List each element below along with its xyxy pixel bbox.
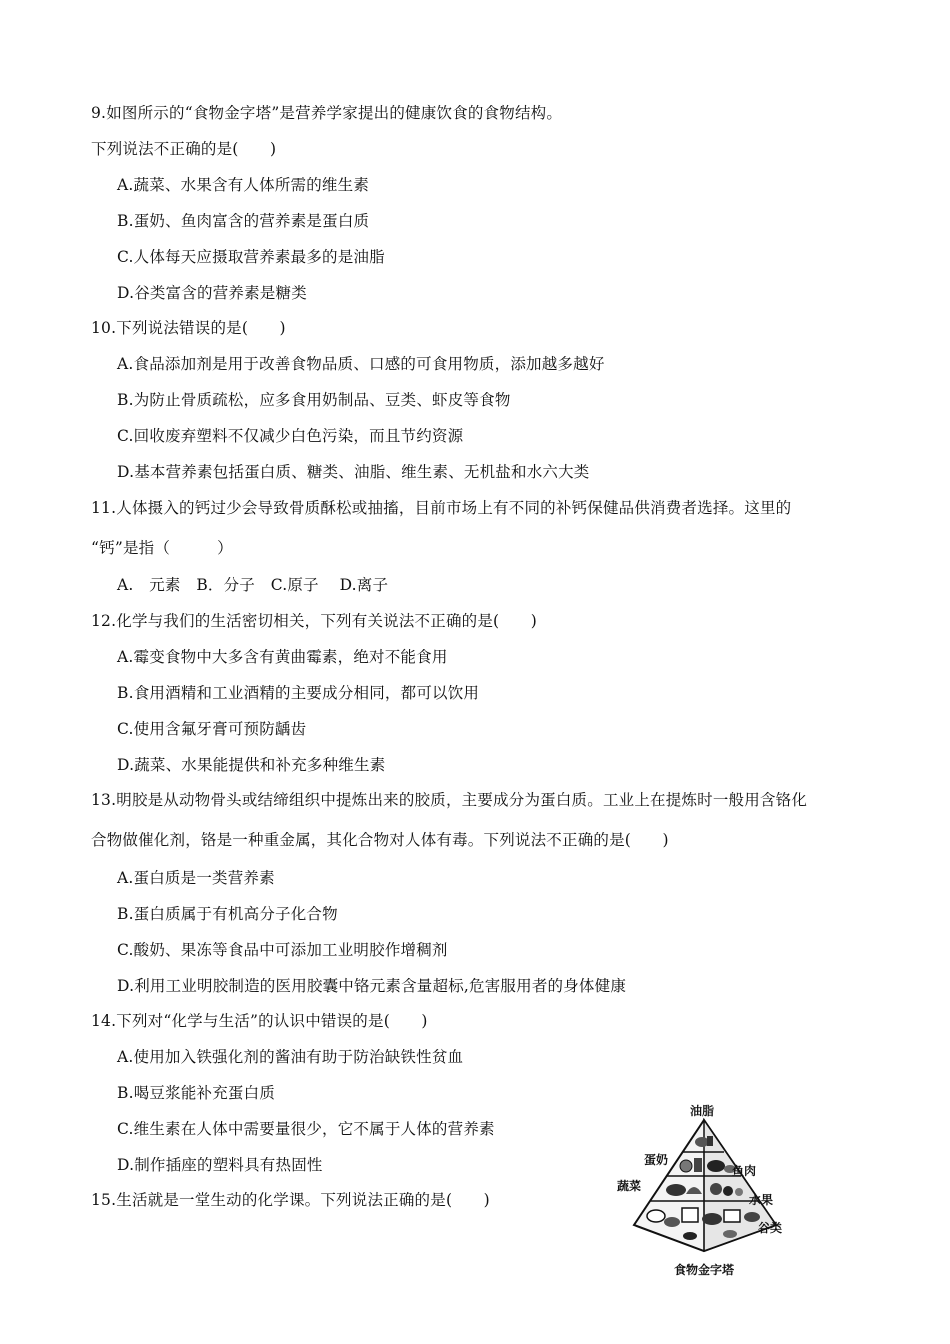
- q13-option-b: B.蛋白质属于有机高分子化合物: [117, 905, 338, 923]
- q14-stem: 14.下列对“化学与生活”的认识中错误的是( ): [91, 1012, 428, 1030]
- q9-option-b: B.蛋奶、鱼肉富含的营养素是蛋白质: [117, 212, 370, 230]
- q10-option-d: D.基本营养素包括蛋白质、糖类、油脂、维生素、无机盐和水六大类: [117, 463, 590, 481]
- q14-option-b: B.喝豆浆能补充蛋白质: [117, 1084, 276, 1102]
- q10-stem: 10.下列说法错误的是( ): [91, 319, 286, 337]
- q12-stem: 12.化学与我们的生活密切相关，下列有关说法不正确的是( ): [91, 612, 537, 630]
- label-oil: 油脂: [690, 1104, 715, 1118]
- food-pyramid-figure: [612, 1098, 792, 1284]
- label-vegetables: 蔬菜: [617, 1179, 642, 1193]
- label-grain: 谷类: [758, 1221, 783, 1235]
- q14-option-a: A.使用加入铁强化剂的酱油有助于防治缺铁性贫血: [117, 1048, 464, 1066]
- q12-option-d: D.蔬菜、水果能提供和补充多种维生素: [117, 756, 386, 774]
- q12-option-c: C.使用含氟牙膏可预防龋齿: [117, 720, 307, 738]
- q13-option-c: C.酸奶、果冻等食品中可添加工业明胶作增稠剂: [117, 941, 448, 959]
- q13-stem-line2: 合物做催化剂，铬是一种重金属，其化合物对人体有毒。下列说法不正确的是( ): [91, 831, 669, 849]
- q12-option-b: B.食用酒精和工业酒精的主要成分相同，都可以饮用: [117, 684, 480, 702]
- q12-option-a: A.霉变食物中大多含有黄曲霉素，绝对不能食用: [117, 648, 448, 666]
- q14-option-d: D.制作插座的塑料具有热固性: [117, 1156, 323, 1174]
- q13-option-d: D.利用工业明胶制造的医用胶囊中铬元素含量超标,危害服用者的身体健康: [117, 977, 627, 995]
- q9-option-d: D.谷类富含的营养素是糖类: [117, 284, 307, 302]
- q11-stem-line1: 11.人体摄入的钙过少会导致骨质酥松或抽搐，目前市场上有不同的补钙保健品供消费者选择。这里的: [91, 499, 792, 517]
- q13-stem-line1: 13.明胶是从动物骨头或结缔组织中提炼出来的胶质，主要成分为蛋白质。工业上在提炼时一般用含铬化: [91, 791, 808, 809]
- q10-option-b: B.为防止骨质疏松，应多食用奶制品、豆类、虾皮等食物: [117, 391, 511, 409]
- q15-stem: 15.生活就是一堂生动的化学课。下列说法正确的是( ): [91, 1191, 490, 1209]
- q13-option-a: A.蛋白质是一类营养素: [117, 869, 275, 887]
- q9-stem-line1: 9.如图所示的“食物金字塔”是营养学家提出的健康饮食的食物结构。: [91, 104, 563, 122]
- q9-option-c: C.人体每天应摄取营养素最多的是油脂: [117, 248, 385, 266]
- food-pyramid-drawing: [612, 1098, 792, 1284]
- label-fruit: 水果: [749, 1193, 774, 1207]
- q10-option-a: A.食品添加剂是用于改善食物品质、口感的可食用物质，添加越多越好: [117, 355, 605, 373]
- q14-option-c: C.维生素在人体中需要量很少，它不属于人体的营养素: [117, 1120, 495, 1138]
- q11-options: A. 元素 B．分子 C.原子 D.离子: [117, 576, 389, 594]
- q9-option-a: A.蔬菜、水果含有人体所需的维生素: [117, 176, 370, 194]
- figure-caption: 食物金字塔: [674, 1263, 735, 1277]
- q11-stem-line2: “钙”是指（ ）: [91, 539, 233, 557]
- label-meat: 鱼肉: [732, 1164, 757, 1178]
- q10-option-c: C.回收废弃塑料不仅减少白色污染，而且节约资源: [117, 427, 464, 445]
- label-dairy: 蛋奶: [644, 1153, 669, 1167]
- q9-stem-line2: 下列说法不正确的是( ): [91, 140, 277, 158]
